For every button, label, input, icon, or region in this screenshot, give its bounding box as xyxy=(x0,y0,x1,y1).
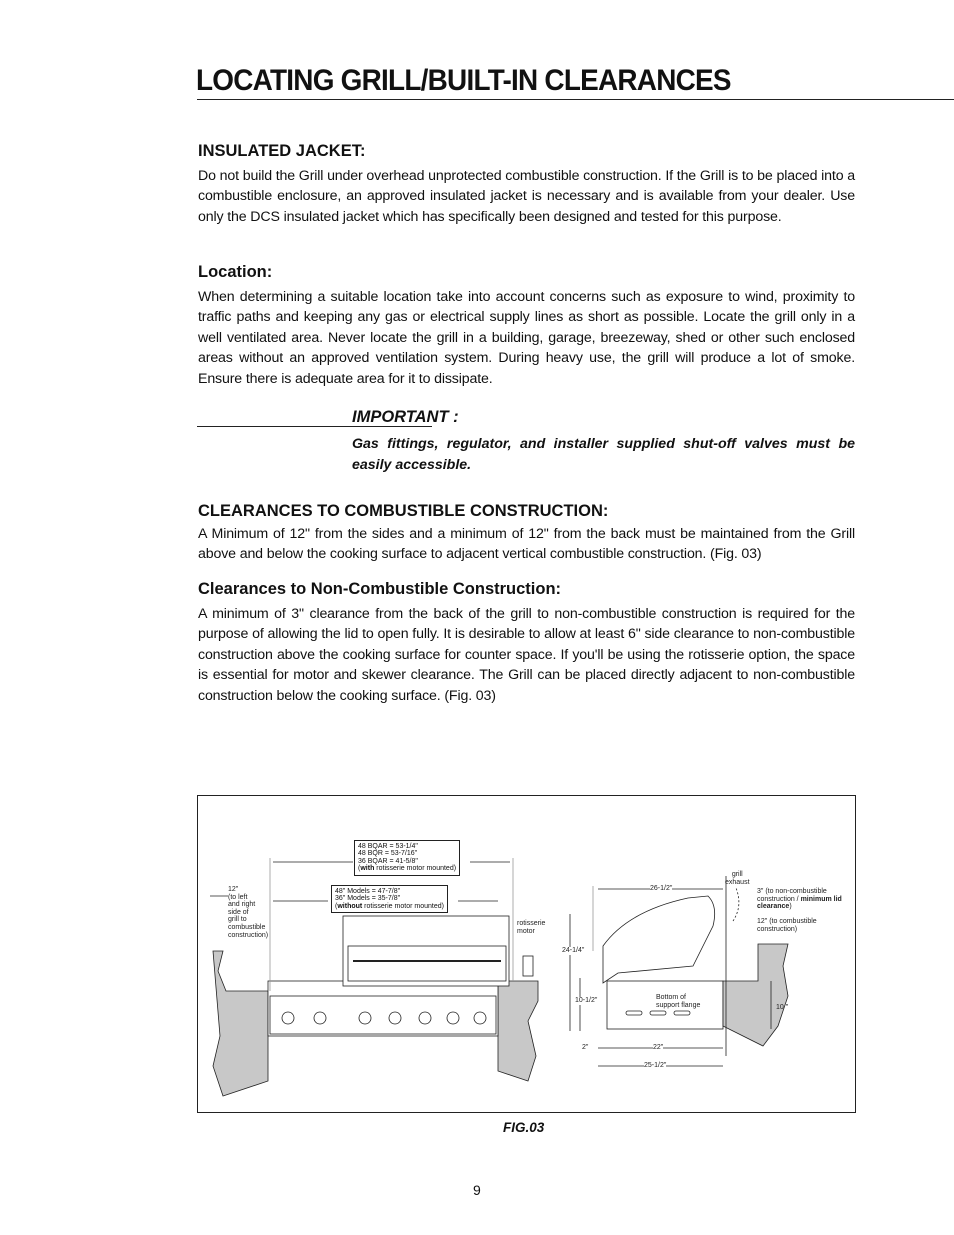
without-motor-note: (without rotisserie motor mounted) xyxy=(335,902,444,910)
side-clearance-label xyxy=(228,886,268,939)
combustible-heading: CLEARANCES TO COMBUSTIBLE CONSTRUCTION: xyxy=(198,502,609,520)
location-text: When determining a suitable location take into account concerns such as exposure to wind, proximity to traffic paths and keeping any gas or electrical supply lines as short as possible. Locate the grill only in a well ventilated area. Never locate the grill in a building, garage, breezeway, shed or other such enclosed areas without an approved ventilation system. During heavy use, the grill will produce a lot of smoke. Ensure there is adequate area for it to dissipate. xyxy=(198,289,855,387)
combustible-text: A Minimum of 12" from the sides and a minimum of 12" from the back must be maintained from the Grill above and below the cooking surface to adjacent vertical combustible construction. (Fig. 03) xyxy=(198,526,855,563)
with-bold: with xyxy=(360,865,375,873)
page-number: 9 xyxy=(473,1182,481,1198)
l6: construction) xyxy=(228,931,269,939)
important-text: Gas fittings, regulator, and installer supplied shut-off valves must be easily accessible. xyxy=(352,436,855,473)
right-wall xyxy=(498,981,538,1081)
figure-caption: FIG.03 xyxy=(503,1120,545,1135)
side-hood xyxy=(603,896,715,983)
f0: Bottom of xyxy=(656,994,686,1001)
with-motor-note: (with rotisserie motor mounted) xyxy=(358,865,457,873)
with-motor-dimensions xyxy=(354,840,460,876)
without-motor-dimensions xyxy=(331,885,448,913)
e1: exhaust xyxy=(725,878,750,886)
rotisserie-label xyxy=(517,920,545,935)
body-depth-label: 22" xyxy=(653,1044,664,1051)
l2: and right xyxy=(228,901,256,909)
front-offset-label: 2" xyxy=(582,1044,589,1051)
grill-front-body xyxy=(268,981,498,1036)
rotisserie-motor xyxy=(523,956,533,976)
insulated-jacket-text: Do not build the Grill under overhead unprotected combustible construction. If the Grill is to be placed into a combustible enclosure, an approved insulated jacket is necessary and is available from your dealer. Use only the DCS insulated jacket which has specifically been designed and tested for this purpose. xyxy=(198,168,855,225)
clearance-diagram xyxy=(198,796,855,1112)
without-note: rotisserie motor mounted) xyxy=(362,902,444,910)
e0: grill xyxy=(731,871,743,878)
r1: motor xyxy=(517,927,535,935)
depth-top-label: 26-1/2" xyxy=(650,885,673,892)
rear-3-label: 3" (to non-combustible construction / minimum lid clearance) xyxy=(757,888,842,911)
overall-depth-label: 25-1/2" xyxy=(644,1062,667,1069)
height-label: 24-1/4" xyxy=(562,947,585,954)
l5: combustible xyxy=(228,923,266,931)
non-combustible-text: A minimum of 3" clearance from the back of the grill to non-combustible construction is required for the purpose of allowing the lid to open fully. It is desirable to allow at least 6" side clearance to non-combustible construction above the cooking surface for counter space. If you'll be using the rotisserie option, the space is essential for motor and skewer clearance. The Grill can be placed directly adjacent to non-combustible construction below the cooking surface. (Fig. 03) xyxy=(198,606,855,704)
flange-label xyxy=(656,994,700,1009)
l0: 12" xyxy=(228,886,239,893)
with-note: rotisserie motor mounted) xyxy=(374,865,457,873)
without-bold: without xyxy=(337,902,363,910)
dim-48bqr: 48 BQR = 53-7/16" xyxy=(358,850,418,858)
l1: (to left xyxy=(228,893,248,901)
dim-36-models: 36" Models = 35-7/8" xyxy=(335,895,401,903)
f1: support flange xyxy=(656,1001,701,1009)
dim-48-models: 48" Models = 47-7/8" xyxy=(335,888,401,895)
cutout-depth-label: 10 " xyxy=(776,1004,789,1011)
side-wall xyxy=(723,944,788,1046)
r0: rotisserie xyxy=(517,920,546,927)
dim-48bqar: 48 BQAR = 53-1/4" xyxy=(358,843,418,850)
dim-36bqar: 36 BQAR = 41-5/8" xyxy=(358,857,418,865)
l3: side of xyxy=(228,908,249,916)
page-title: LOCATING GRILL/BUILT-IN CLEARANCES xyxy=(196,64,731,97)
left-wall xyxy=(213,951,268,1096)
l4: grill to xyxy=(228,916,247,924)
important-rule xyxy=(197,426,432,427)
location-heading: Location: xyxy=(198,263,273,281)
figure-03 xyxy=(197,795,856,1113)
lower-height-label: 10-1/2" xyxy=(575,997,598,1004)
rear-12-label: 12" (to combustible construction) xyxy=(757,918,817,933)
rear-3: 3" (to non-combustible construction / xyxy=(757,888,827,903)
title-rule xyxy=(197,99,954,100)
exhaust-label xyxy=(725,871,750,886)
important-heading: IMPORTANT : xyxy=(352,408,459,426)
grill-hood xyxy=(343,916,509,986)
non-combustible-heading: Clearances to Non-Combustible Construction: xyxy=(198,580,562,598)
insulated-jacket-heading: INSULATED JACKET: xyxy=(198,142,366,160)
rear-3-bold: minimum lid clearance xyxy=(757,895,842,911)
